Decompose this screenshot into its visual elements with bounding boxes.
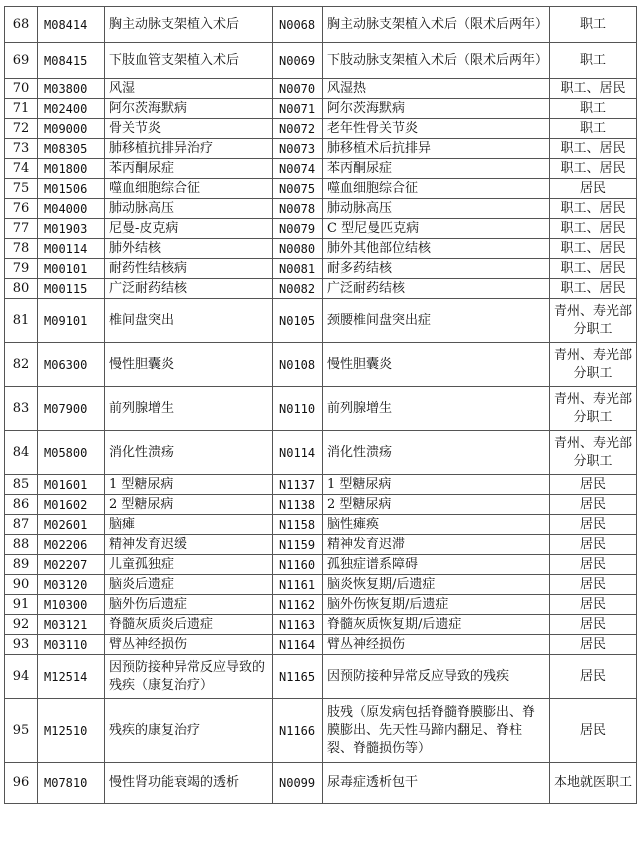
- table-row: [5, 79, 637, 99]
- scope-cell: 职工、居民: [550, 259, 637, 279]
- new-name-cell: 老年性骨关节炎: [323, 119, 550, 139]
- new-code-cell: N0082: [273, 279, 323, 299]
- old-name-cell: 脑炎后遗症: [105, 575, 273, 595]
- scope-cell: 居民: [550, 475, 637, 495]
- old-code-cell: M08305: [38, 139, 105, 159]
- scope-cell: 本地就医职工: [550, 763, 637, 804]
- scope-cell: 职工、居民: [550, 279, 637, 299]
- new-code-cell: N0081: [273, 259, 323, 279]
- old-code-cell: M00101: [38, 259, 105, 279]
- old-code-cell: M08414: [38, 7, 105, 43]
- scope-cell: 青州、寿光部分职工: [550, 387, 637, 431]
- row-number-cell: 92: [5, 615, 38, 635]
- new-code-cell: N0072: [273, 119, 323, 139]
- new-name-cell: 阿尔茨海默病: [323, 99, 550, 119]
- old-name-cell: 苯丙酮尿症: [105, 159, 273, 179]
- table-row: [5, 299, 637, 343]
- scope-cell: 职工: [550, 7, 637, 43]
- old-code-cell: M03800: [38, 79, 105, 99]
- scope-cell: 青州、寿光部分职工: [550, 343, 637, 387]
- table-row: [5, 655, 637, 699]
- disease-mapping-table: [4, 6, 637, 804]
- old-code-cell: M12510: [38, 699, 105, 763]
- new-code-cell: N0110: [273, 387, 323, 431]
- old-name-cell: 前列腺增生: [105, 387, 273, 431]
- old-name-cell: 椎间盘突出: [105, 299, 273, 343]
- new-name-cell: 2 型糖尿病: [323, 495, 550, 515]
- new-code-cell: N0073: [273, 139, 323, 159]
- new-name-cell: 广泛耐药结核: [323, 279, 550, 299]
- scope-cell: 居民: [550, 595, 637, 615]
- scope-cell: 居民: [550, 635, 637, 655]
- row-number-cell: 77: [5, 219, 38, 239]
- new-code-cell: N0069: [273, 43, 323, 79]
- table-row: [5, 7, 637, 43]
- old-name-cell: 臂丛神经损伤: [105, 635, 273, 655]
- row-number-cell: 93: [5, 635, 38, 655]
- row-number-cell: 88: [5, 535, 38, 555]
- row-number-cell: 82: [5, 343, 38, 387]
- row-number-cell: 81: [5, 299, 38, 343]
- new-name-cell: 脑炎恢复期/后遗症: [323, 575, 550, 595]
- scope-cell: 居民: [550, 495, 637, 515]
- old-name-cell: 残疾的康复治疗: [105, 699, 273, 763]
- row-number-cell: 73: [5, 139, 38, 159]
- row-number-cell: 75: [5, 179, 38, 199]
- new-code-cell: N0071: [273, 99, 323, 119]
- old-name-cell: 慢性胆囊炎: [105, 343, 273, 387]
- row-number-cell: 68: [5, 7, 38, 43]
- table-row: [5, 635, 637, 655]
- old-name-cell: 2 型糖尿病: [105, 495, 273, 515]
- old-name-cell: 消化性溃疡: [105, 431, 273, 475]
- old-code-cell: M08415: [38, 43, 105, 79]
- table-row: [5, 119, 637, 139]
- scope-cell: 居民: [550, 555, 637, 575]
- row-number-cell: 86: [5, 495, 38, 515]
- old-name-cell: 尼曼-皮克病: [105, 219, 273, 239]
- old-code-cell: M12514: [38, 655, 105, 699]
- new-code-cell: N0068: [273, 7, 323, 43]
- old-code-cell: M09101: [38, 299, 105, 343]
- new-name-cell: 精神发育迟滞: [323, 535, 550, 555]
- new-code-cell: N0079: [273, 219, 323, 239]
- old-name-cell: 1 型糖尿病: [105, 475, 273, 495]
- scope-cell: 居民: [550, 515, 637, 535]
- old-code-cell: M03121: [38, 615, 105, 635]
- old-name-cell: 脊髓灰质炎后遗症: [105, 615, 273, 635]
- old-name-cell: 精神发育迟缓: [105, 535, 273, 555]
- scope-cell: 职工: [550, 99, 637, 119]
- new-code-cell: N1165: [273, 655, 323, 699]
- scope-cell: 职工、居民: [550, 199, 637, 219]
- new-name-cell: 前列腺增生: [323, 387, 550, 431]
- old-code-cell: M00115: [38, 279, 105, 299]
- row-number-cell: 72: [5, 119, 38, 139]
- table-row: [5, 699, 637, 763]
- row-number-cell: 89: [5, 555, 38, 575]
- new-name-cell: 苯丙酮尿症: [323, 159, 550, 179]
- row-number-cell: 79: [5, 259, 38, 279]
- old-code-cell: M01800: [38, 159, 105, 179]
- old-code-cell: M07900: [38, 387, 105, 431]
- old-name-cell: 噬血细胞综合征: [105, 179, 273, 199]
- scope-cell: 居民: [550, 535, 637, 555]
- old-code-cell: M06300: [38, 343, 105, 387]
- old-code-cell: M03110: [38, 635, 105, 655]
- new-code-cell: N1138: [273, 495, 323, 515]
- new-name-cell: 胸主动脉支架植入术后（限术后两年）: [323, 7, 550, 43]
- new-name-cell: 脑外伤恢复期/后遗症: [323, 595, 550, 615]
- row-number-cell: 70: [5, 79, 38, 99]
- old-code-cell: M01506: [38, 179, 105, 199]
- new-code-cell: N1160: [273, 555, 323, 575]
- old-name-cell: 下肢血管支架植入术后: [105, 43, 273, 79]
- table-row: [5, 495, 637, 515]
- new-code-cell: N1161: [273, 575, 323, 595]
- new-name-cell: 脑性瘫痪: [323, 515, 550, 535]
- table-row: [5, 475, 637, 495]
- table-row: [5, 535, 637, 555]
- table-row: [5, 239, 637, 259]
- old-name-cell: 广泛耐药结核: [105, 279, 273, 299]
- table-row: [5, 259, 637, 279]
- row-number-cell: 83: [5, 387, 38, 431]
- table-row: [5, 99, 637, 119]
- row-number-cell: 71: [5, 99, 38, 119]
- new-code-cell: N0099: [273, 763, 323, 804]
- new-code-cell: N0108: [273, 343, 323, 387]
- table-row: [5, 387, 637, 431]
- old-code-cell: M02207: [38, 555, 105, 575]
- old-code-cell: M02206: [38, 535, 105, 555]
- scope-cell: 青州、寿光部分职工: [550, 299, 637, 343]
- new-name-cell: 噬血细胞综合征: [323, 179, 550, 199]
- old-code-cell: M01602: [38, 495, 105, 515]
- old-name-cell: 脑外伤后遗症: [105, 595, 273, 615]
- new-code-cell: N1164: [273, 635, 323, 655]
- old-name-cell: 胸主动脉支架植入术后: [105, 7, 273, 43]
- row-number-cell: 94: [5, 655, 38, 699]
- scope-cell: 职工、居民: [550, 79, 637, 99]
- new-code-cell: N0075: [273, 179, 323, 199]
- new-name-cell: 耐多药结核: [323, 259, 550, 279]
- row-number-cell: 74: [5, 159, 38, 179]
- row-number-cell: 84: [5, 431, 38, 475]
- table-row: [5, 159, 637, 179]
- new-name-cell: 下肢动脉支架植入术后（限术后两年）: [323, 43, 550, 79]
- new-code-cell: N0070: [273, 79, 323, 99]
- old-name-cell: 脑瘫: [105, 515, 273, 535]
- row-number-cell: 96: [5, 763, 38, 804]
- new-name-cell: C 型尼曼匹克病: [323, 219, 550, 239]
- old-name-cell: 阿尔茨海默病: [105, 99, 273, 119]
- table-row: [5, 139, 637, 159]
- table-body: [5, 7, 637, 804]
- old-name-cell: 肺外结核: [105, 239, 273, 259]
- row-number-cell: 95: [5, 699, 38, 763]
- new-code-cell: N1163: [273, 615, 323, 635]
- scope-cell: 职工、居民: [550, 139, 637, 159]
- new-name-cell: 臂丛神经损伤: [323, 635, 550, 655]
- old-name-cell: 儿童孤独症: [105, 555, 273, 575]
- new-code-cell: N1158: [273, 515, 323, 535]
- old-code-cell: M09000: [38, 119, 105, 139]
- scope-cell: 青州、寿光部分职工: [550, 431, 637, 475]
- scope-cell: 职工: [550, 119, 637, 139]
- old-name-cell: 耐药性结核病: [105, 259, 273, 279]
- scope-cell: 居民: [550, 615, 637, 635]
- old-code-cell: M05800: [38, 431, 105, 475]
- new-code-cell: N1162: [273, 595, 323, 615]
- new-code-cell: N0114: [273, 431, 323, 475]
- table-row: [5, 199, 637, 219]
- old-name-cell: 因预防接种异常反应导致的残疾（康复治疗）: [105, 655, 273, 699]
- scope-cell: 居民: [550, 699, 637, 763]
- new-name-cell: 肺移植术后抗排异: [323, 139, 550, 159]
- new-code-cell: N0074: [273, 159, 323, 179]
- old-name-cell: 肺动脉高压: [105, 199, 273, 219]
- table-row: [5, 555, 637, 575]
- old-code-cell: M02601: [38, 515, 105, 535]
- scope-cell: 职工、居民: [550, 219, 637, 239]
- old-code-cell: M01601: [38, 475, 105, 495]
- new-name-cell: 风湿热: [323, 79, 550, 99]
- old-name-cell: 骨关节炎: [105, 119, 273, 139]
- table-row: [5, 595, 637, 615]
- new-name-cell: 尿毒症透析包干: [323, 763, 550, 804]
- table-row: [5, 515, 637, 535]
- row-number-cell: 76: [5, 199, 38, 219]
- scope-cell: 职工、居民: [550, 239, 637, 259]
- scope-cell: 职工、居民: [550, 159, 637, 179]
- new-name-cell: 颈腰椎间盘突出症: [323, 299, 550, 343]
- new-name-cell: 慢性胆囊炎: [323, 343, 550, 387]
- new-name-cell: 肢残（原发病包括脊髓脊膜膨出、脊膜膨出、先天性马蹄内翻足、脊柱裂、脊髓损伤等）: [323, 699, 550, 763]
- old-name-cell: 肺移植抗排异治疗: [105, 139, 273, 159]
- new-name-cell: 肺外其他部位结核: [323, 239, 550, 259]
- old-code-cell: M01903: [38, 219, 105, 239]
- table-row: [5, 575, 637, 595]
- scope-cell: 居民: [550, 575, 637, 595]
- row-number-cell: 91: [5, 595, 38, 615]
- old-name-cell: 慢性肾功能衰竭的透析: [105, 763, 273, 804]
- old-code-cell: M00114: [38, 239, 105, 259]
- new-name-cell: 1 型糖尿病: [323, 475, 550, 495]
- new-code-cell: N1166: [273, 699, 323, 763]
- old-name-cell: 风湿: [105, 79, 273, 99]
- new-name-cell: 消化性溃疡: [323, 431, 550, 475]
- row-number-cell: 80: [5, 279, 38, 299]
- table-row: [5, 179, 637, 199]
- table-row: [5, 431, 637, 475]
- old-code-cell: M02400: [38, 99, 105, 119]
- scope-cell: 职工: [550, 43, 637, 79]
- row-number-cell: 87: [5, 515, 38, 535]
- table-row: [5, 43, 637, 79]
- new-code-cell: N0080: [273, 239, 323, 259]
- row-number-cell: 78: [5, 239, 38, 259]
- new-name-cell: 肺动脉高压: [323, 199, 550, 219]
- table-row: [5, 279, 637, 299]
- table-row: [5, 763, 637, 804]
- new-name-cell: 因预防接种异常反应导致的残疾: [323, 655, 550, 699]
- old-code-cell: M10300: [38, 595, 105, 615]
- old-code-cell: M03120: [38, 575, 105, 595]
- new-code-cell: N1159: [273, 535, 323, 555]
- row-number-cell: 69: [5, 43, 38, 79]
- row-number-cell: 90: [5, 575, 38, 595]
- new-code-cell: N0078: [273, 199, 323, 219]
- new-code-cell: N0105: [273, 299, 323, 343]
- table-row: [5, 615, 637, 635]
- old-code-cell: M04000: [38, 199, 105, 219]
- new-name-cell: 脊髓灰质恢复期/后遗症: [323, 615, 550, 635]
- table-row: [5, 343, 637, 387]
- new-name-cell: 孤独症谱系障碍: [323, 555, 550, 575]
- old-code-cell: M07810: [38, 763, 105, 804]
- new-code-cell: N1137: [273, 475, 323, 495]
- scope-cell: 居民: [550, 655, 637, 699]
- table-row: [5, 219, 637, 239]
- scope-cell: 居民: [550, 179, 637, 199]
- row-number-cell: 85: [5, 475, 38, 495]
